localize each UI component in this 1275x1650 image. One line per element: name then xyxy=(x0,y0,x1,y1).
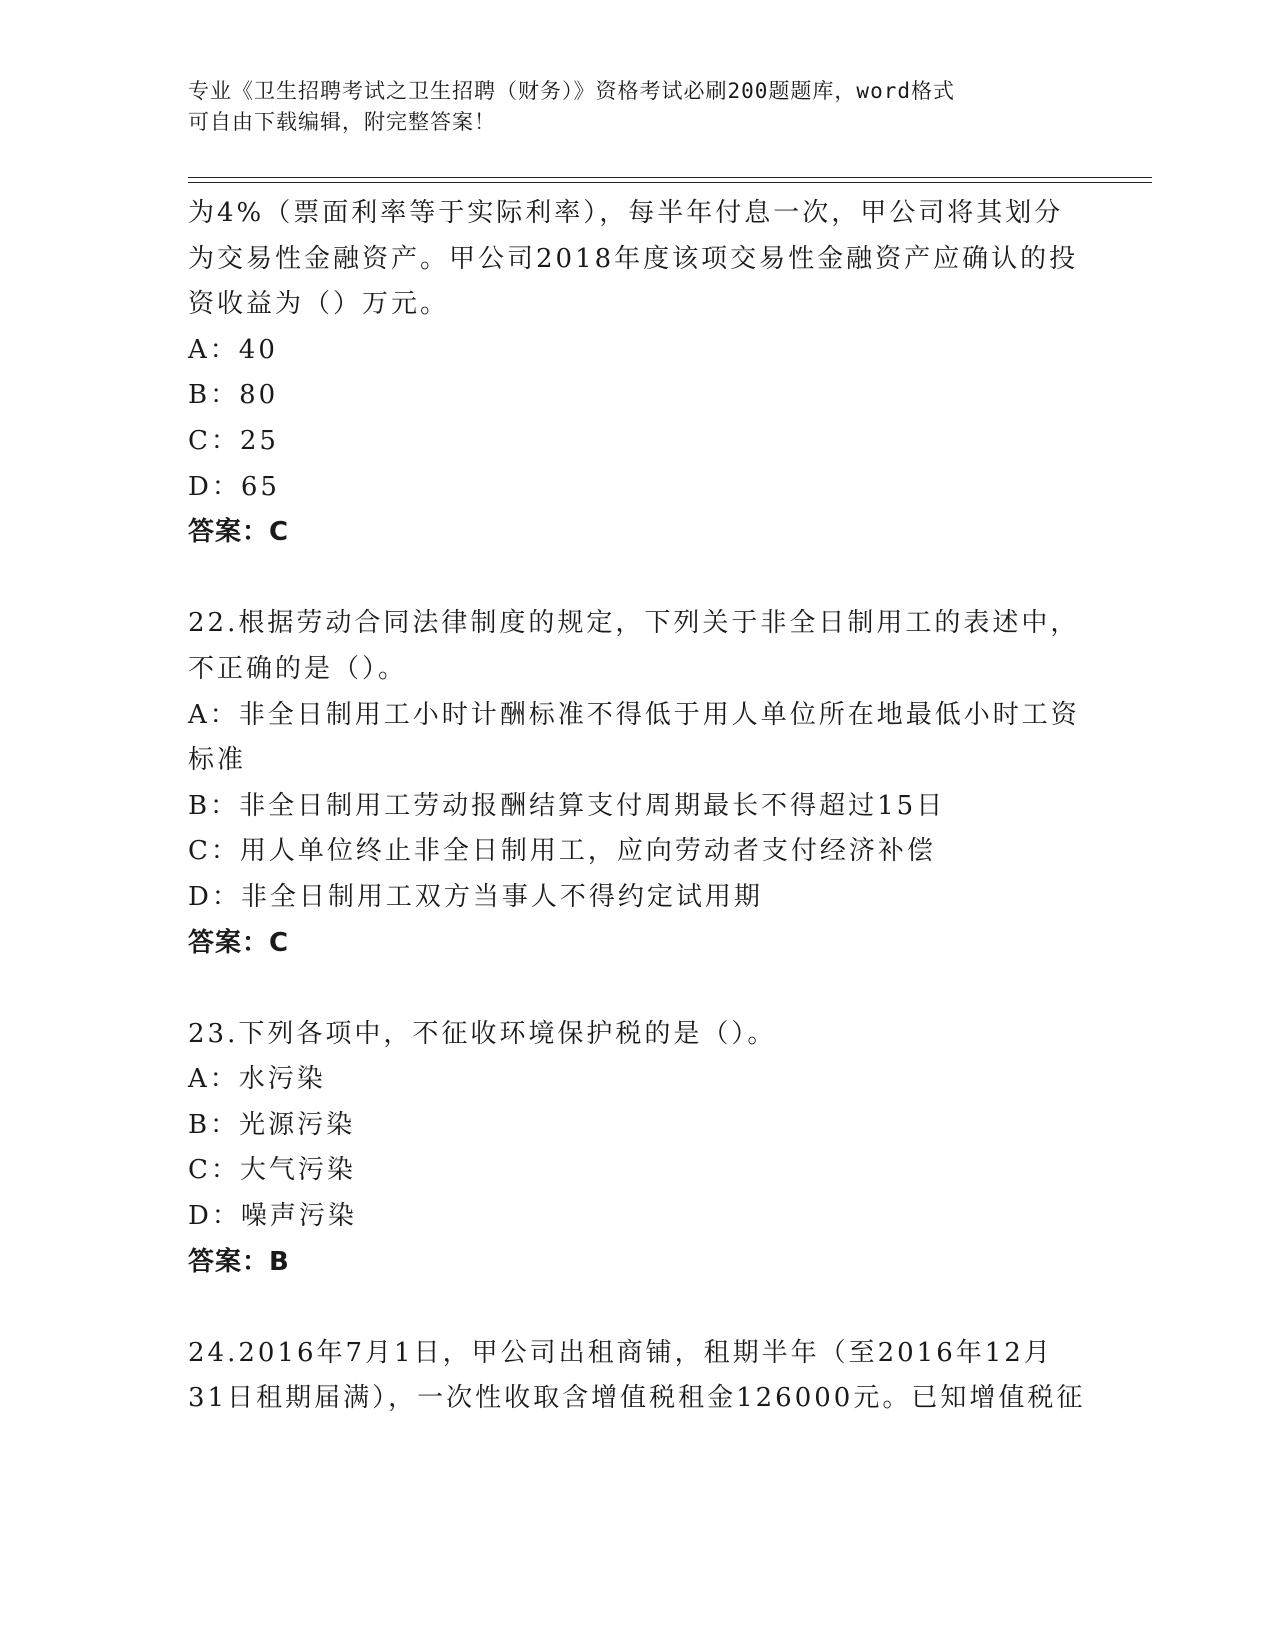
header-title-line-2: 可自由下载编辑，附完整答案！ xyxy=(188,110,496,134)
option-a: A：非全日制用工小时计酬标准不得低于用人单位所在地最低小时工资 xyxy=(188,699,1080,730)
answer: 答案：C xyxy=(188,517,290,548)
question-stem-line: 22.根据劳动合同法律制度的规定，下列关于非全日制用工的表述中， xyxy=(188,608,1080,639)
option-b: B：光源污染 xyxy=(188,1109,356,1140)
document-body xyxy=(188,191,1108,1422)
option-b: B：非全日制用工劳动报酬结算支付周期最长不得超过15日 xyxy=(188,790,946,821)
question-24 xyxy=(188,1331,1108,1422)
answer: 答案：B xyxy=(188,1246,290,1277)
spacer xyxy=(188,556,1108,602)
question-21 xyxy=(188,191,1108,556)
question-stem-line: 为交易性金融资产。甲公司2018年度该项交易性金融资产应确认的投 xyxy=(188,243,1079,274)
spacer xyxy=(188,966,1108,1012)
question-stem-line: 23.下列各项中，不征收环境保护税的是（）。 xyxy=(188,1018,777,1049)
option-c: C：大气污染 xyxy=(188,1155,356,1186)
header-divider-top xyxy=(188,177,1152,178)
option-a: A：40 xyxy=(188,334,278,365)
question-22 xyxy=(188,601,1108,966)
question-stem-line: 24.2016年7月1日，甲公司出租商铺，租期半年（至2016年12月 xyxy=(188,1337,1053,1368)
question-stem-line: 31日租期届满），一次性收取含增值税租金126000元。已知增值税征 xyxy=(188,1383,1086,1414)
spacer xyxy=(188,1285,1108,1331)
option-d: D：噪声污染 xyxy=(188,1201,357,1232)
answer: 答案：C xyxy=(188,927,290,958)
option-a-continued: 标准 xyxy=(188,745,247,776)
question-stem-line: 为4%（票面利率等于实际利率），每半年付息一次，甲公司将其划分 xyxy=(188,198,1064,228)
header-title-line-1: 专业《卫生招聘考试之卫生招聘（财务）》资格考试必刷200题题库，word格式 xyxy=(188,79,955,103)
option-b: B：80 xyxy=(188,380,279,411)
option-d: D：非全日制用工双方当事人不得约定试用期 xyxy=(188,881,763,912)
document-header xyxy=(188,76,1088,138)
question-23 xyxy=(188,1012,1108,1286)
option-d: D：65 xyxy=(188,471,280,502)
question-stem-line: 不正确的是（）。 xyxy=(188,653,408,684)
option-a: A：水污染 xyxy=(188,1064,326,1095)
option-c: C：25 xyxy=(188,425,279,456)
header-divider-bottom xyxy=(188,182,1152,183)
question-stem-line: 资收益为（）万元。 xyxy=(188,289,450,320)
option-c: C：用人单位终止非全日制用工，应向劳动者支付经济补偿 xyxy=(188,836,936,867)
